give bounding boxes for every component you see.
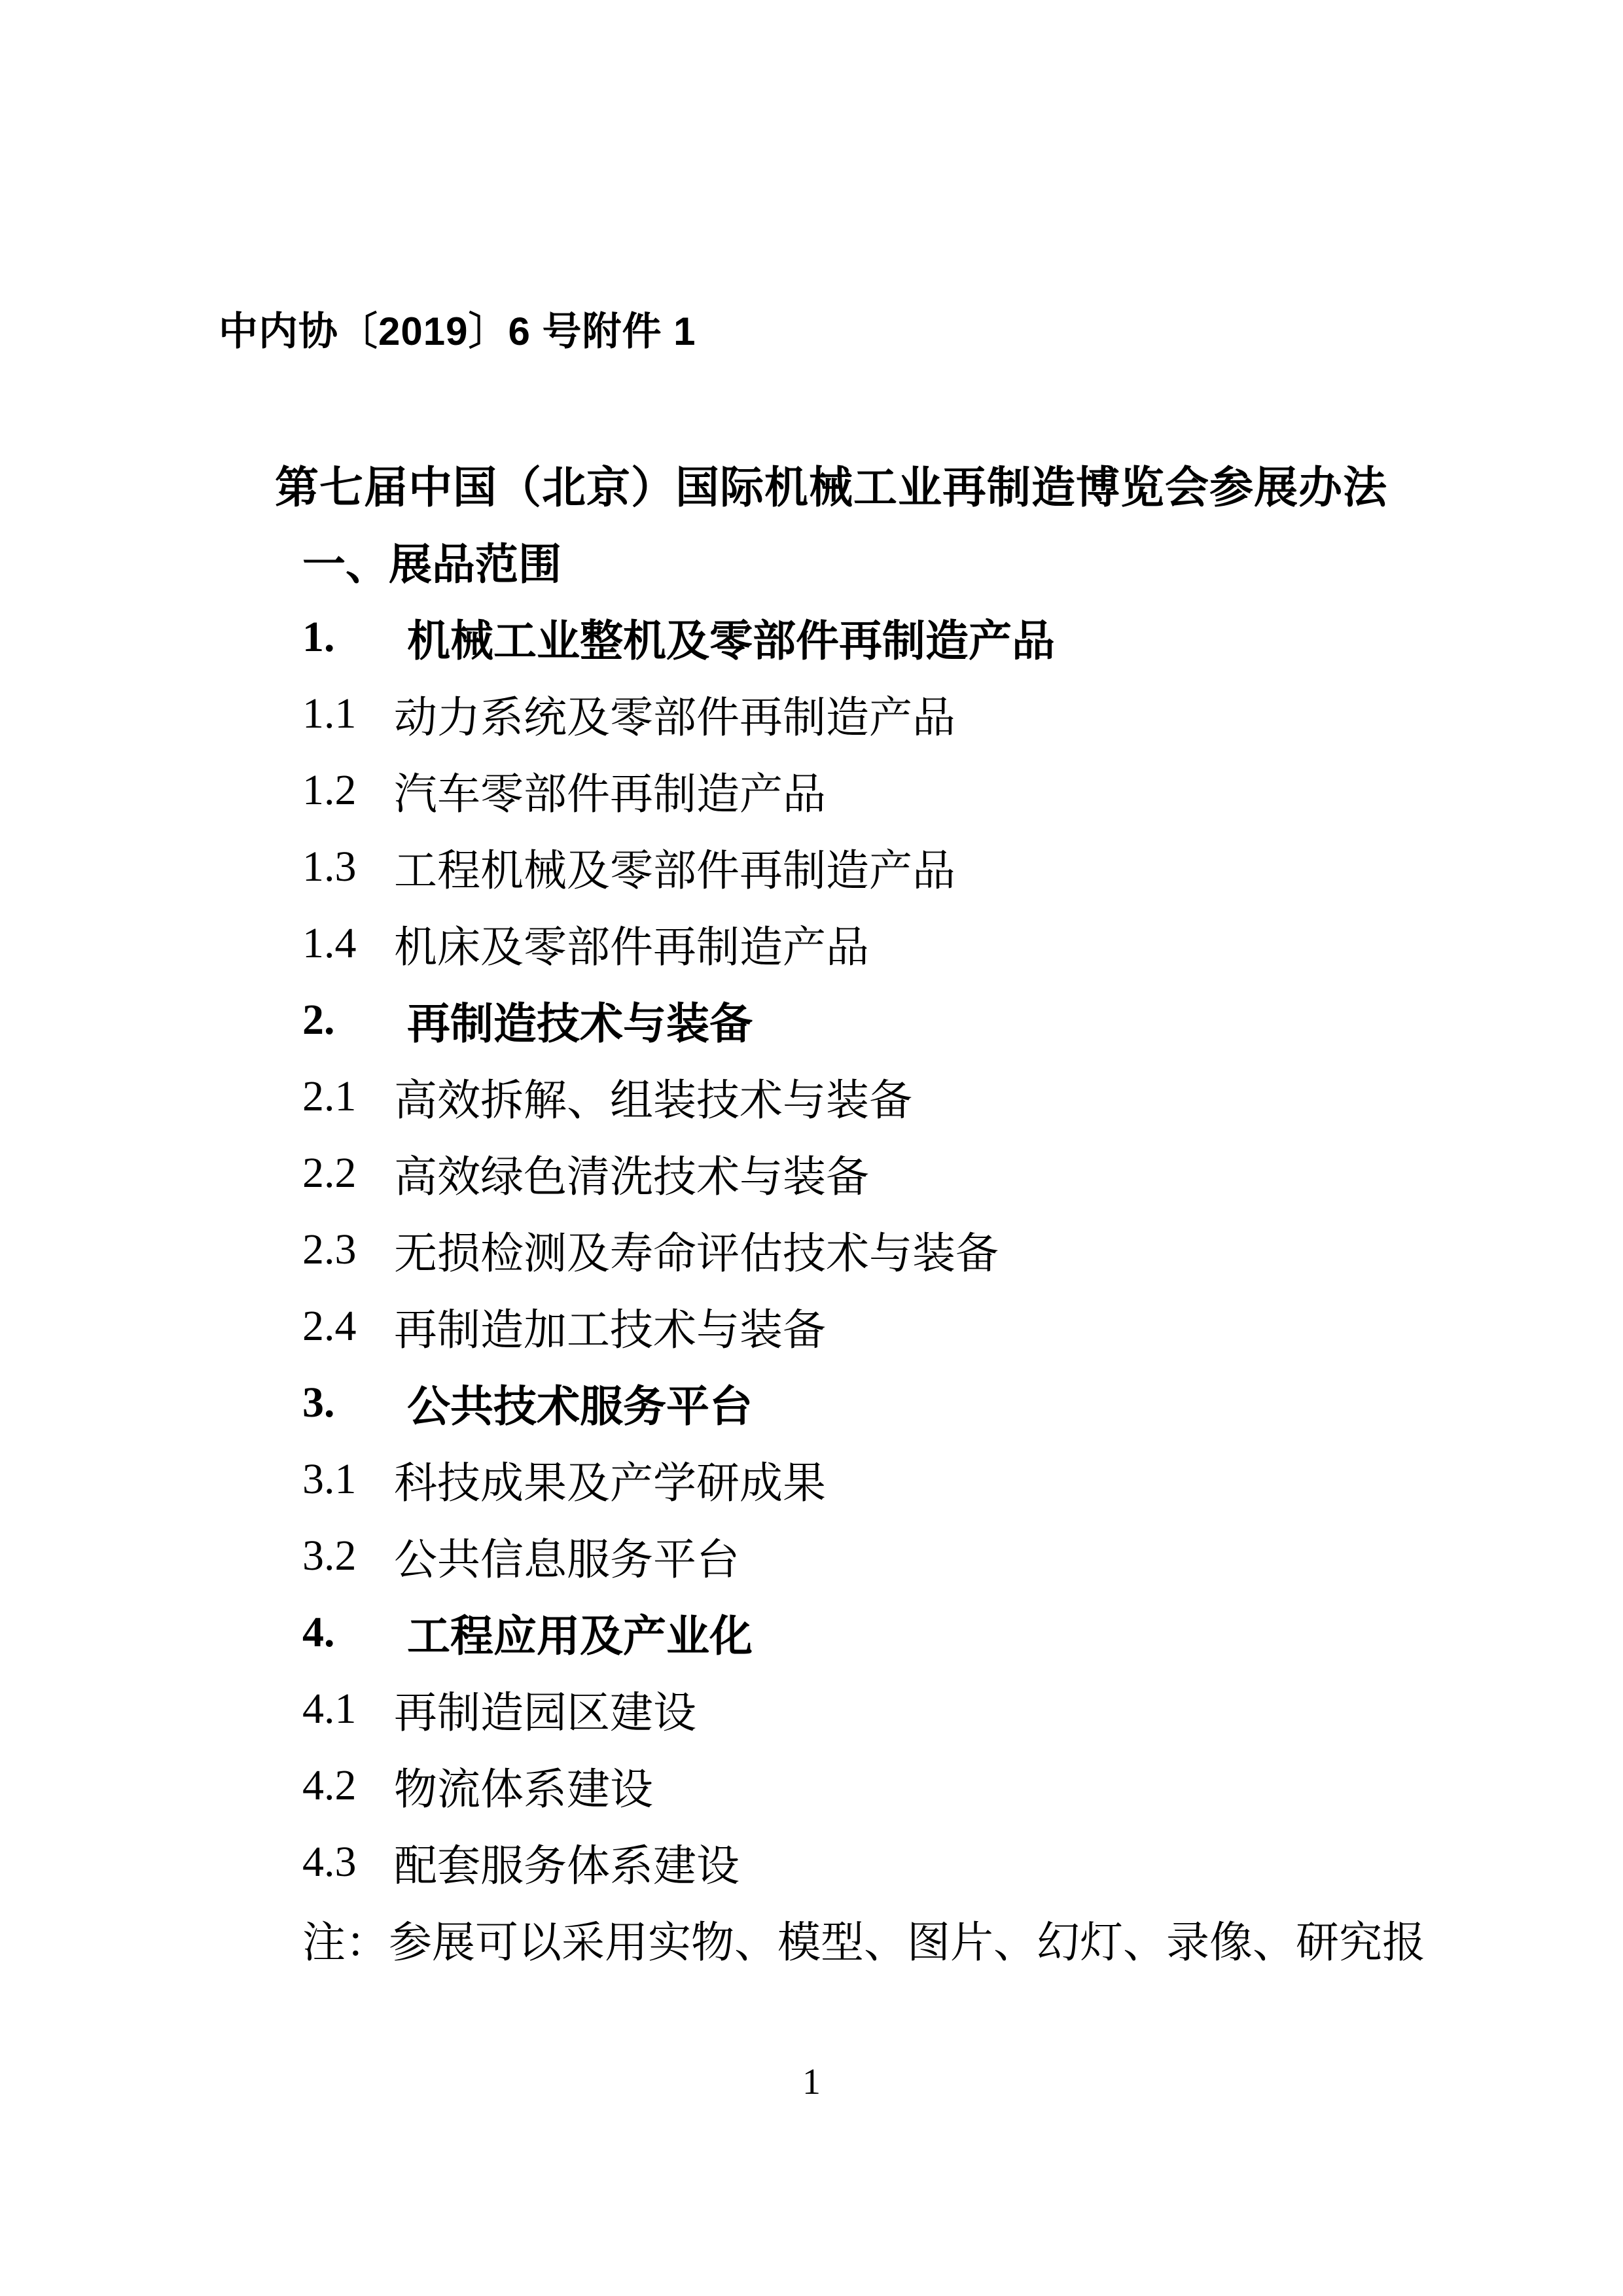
line-item bbox=[302, 981, 1429, 1058]
line-number: 3. bbox=[302, 1378, 335, 1426]
line-sub bbox=[302, 1135, 1429, 1211]
line-text: 一、展品范围 bbox=[302, 540, 562, 588]
line-sub bbox=[302, 1517, 1429, 1594]
doc-reference: 中内协〔2019〕6 号附件 1 bbox=[219, 309, 696, 353]
exhibit-scope-list bbox=[302, 522, 1429, 1977]
line-item bbox=[302, 1364, 1429, 1441]
line-number: 2.3 bbox=[302, 1225, 357, 1273]
line-number: 2.1 bbox=[302, 1072, 357, 1120]
line-sub bbox=[302, 1441, 1429, 1517]
line-number: 4.1 bbox=[302, 1684, 357, 1733]
line-section bbox=[302, 522, 1429, 599]
line-number: 4. bbox=[302, 1608, 335, 1656]
line-sub bbox=[302, 1288, 1429, 1364]
line-item bbox=[302, 599, 1429, 675]
page-number: 1 bbox=[802, 2062, 821, 2102]
line-text: 配套服务体系建设 bbox=[394, 1843, 740, 1890]
line-text: 机床及零部件再制造产品 bbox=[394, 924, 869, 972]
line-number: 3.2 bbox=[302, 1531, 357, 1580]
line-text: 公共技术服务平台 bbox=[407, 1383, 753, 1431]
line-number: 2.4 bbox=[302, 1301, 357, 1350]
line-text: 再制造加工技术与装备 bbox=[394, 1307, 826, 1354]
line-sub bbox=[302, 1211, 1429, 1288]
line-number: 3.1 bbox=[302, 1455, 357, 1503]
line-number: 1.3 bbox=[302, 842, 357, 891]
line-text: 高效拆解、组装技术与装备 bbox=[394, 1077, 912, 1125]
line-number: 1.2 bbox=[302, 766, 357, 814]
line-sub bbox=[302, 752, 1429, 828]
line-text: 工程机械及零部件再制造产品 bbox=[394, 847, 955, 895]
line-text: 工程应用及产业化 bbox=[407, 1613, 753, 1661]
line-sub bbox=[302, 828, 1429, 905]
line-text: 再制造技术与装备 bbox=[407, 1000, 753, 1048]
line-number: 1. bbox=[302, 612, 335, 661]
line-text: 再制造园区建设 bbox=[394, 1689, 696, 1737]
line-text: 汽车零部件再制造产品 bbox=[394, 771, 826, 819]
line-item bbox=[302, 1594, 1429, 1670]
line-number: 1.4 bbox=[302, 919, 357, 967]
line-sub bbox=[302, 1058, 1429, 1135]
line-number: 2. bbox=[302, 995, 335, 1044]
line-text: 高效绿色清洗技术与装备 bbox=[394, 1154, 869, 1201]
line-text: 注：参展可以采用实物、模型、图片、幻灯、录像、研究报 bbox=[302, 1919, 1425, 1967]
line-number: 2.2 bbox=[302, 1148, 357, 1197]
line-sub bbox=[302, 1670, 1429, 1747]
line-note bbox=[302, 1900, 1429, 1977]
line-text: 科技成果及产学研成果 bbox=[394, 1460, 826, 1508]
line-text: 公共信息服务平台 bbox=[394, 1536, 740, 1584]
line-sub bbox=[302, 905, 1429, 981]
line-text: 物流体系建设 bbox=[394, 1766, 653, 1814]
document-title: 第七届中国（北京）国际机械工业再制造博览会参展办法 bbox=[275, 463, 1387, 512]
line-sub bbox=[302, 1824, 1429, 1900]
line-text: 无损检测及寿命评估技术与装备 bbox=[394, 1230, 999, 1278]
line-text: 机械工业整机及零部件再制造产品 bbox=[407, 618, 1055, 665]
line-number: 1.1 bbox=[302, 689, 357, 737]
line-number: 4.2 bbox=[302, 1761, 357, 1809]
line-sub bbox=[302, 1747, 1429, 1824]
line-text: 动力系统及零部件再制造产品 bbox=[394, 694, 955, 742]
line-number: 4.3 bbox=[302, 1837, 357, 1886]
line-sub bbox=[302, 675, 1429, 752]
